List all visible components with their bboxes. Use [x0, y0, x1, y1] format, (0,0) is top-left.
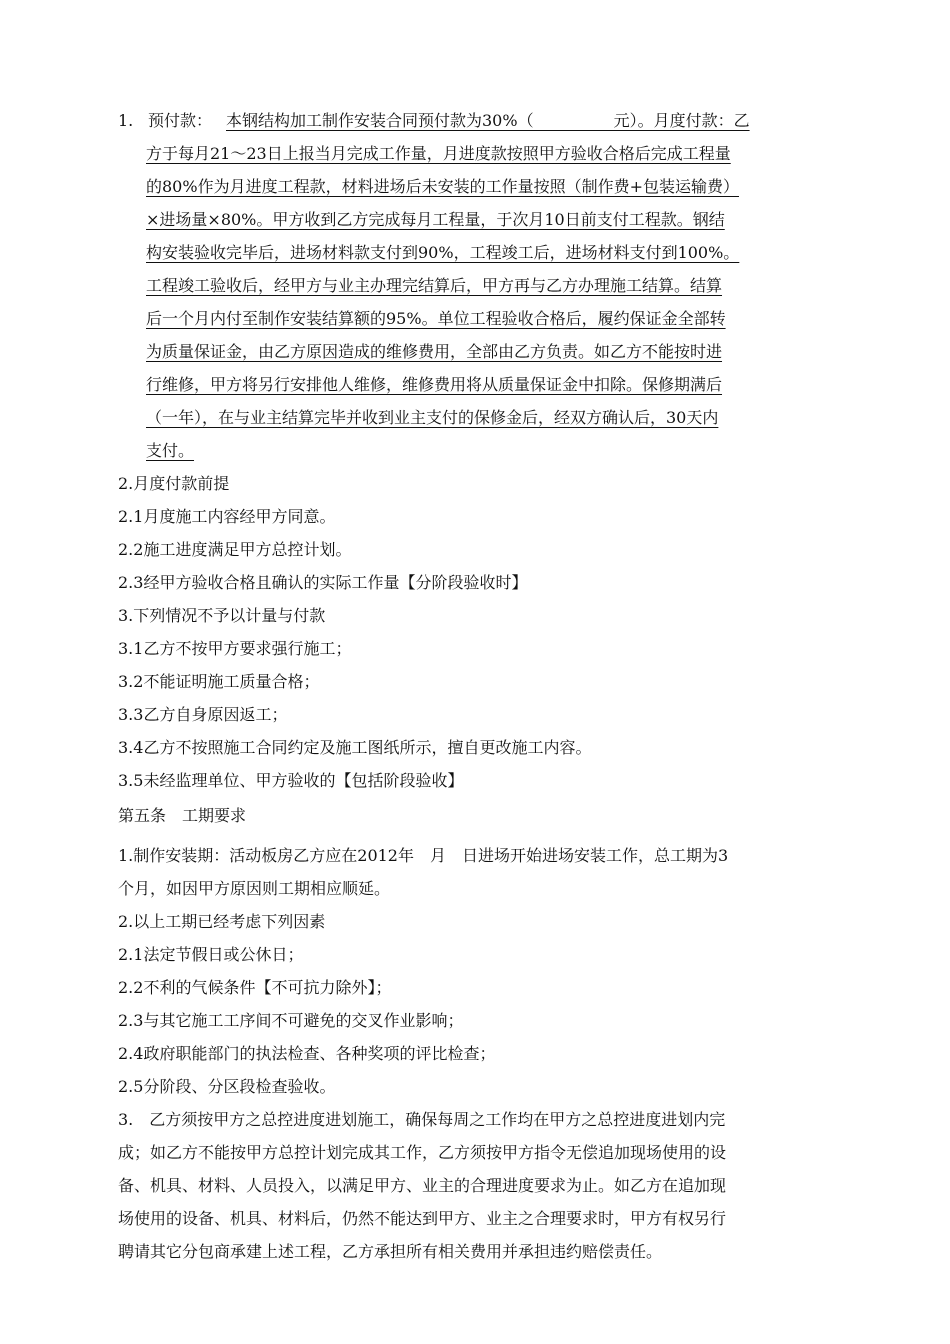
section-3-title: 3.下列情况不予以计量与付款 — [118, 606, 326, 625]
clause-line-4: ×进场量×80%。甲方收到乙方完成每月工程量，于次月10日前支付工程款。钢结 — [146, 210, 725, 229]
article-5-p2-item-2: 2.2不利的气候条件【不可抗力除外】； — [118, 978, 392, 997]
article-5-p2-item-1: 2.1法定节假日或公休日； — [118, 945, 304, 964]
section-2-title: 2.月度付款前提 — [118, 474, 230, 493]
article-5-p2-item-5: 2.5分阶段、分区段检查验收。 — [118, 1077, 336, 1096]
section-2-item-2: 2.2施工进度满足甲方总控计划。 — [118, 540, 352, 559]
clause-line-9: 行维修，甲方将另行安排他人维修，维修费用将从质量保证金中扣除。保修期满后 — [146, 375, 723, 394]
article-5-p3-line-1: 3. 乙方须按甲方之总控进度进划施工，确保每周之工作均在甲方之总控进度进划内完 — [118, 1110, 726, 1129]
article-5-p2-item-4: 2.4政府职能部门的执法检查、各种奖项的评比检查； — [118, 1044, 496, 1063]
section-3-item-2: 3.2不能证明施工质量合格； — [118, 672, 320, 691]
article-5-p1-line-2: 个月，如因甲方原因则工期相应顺延。 — [118, 879, 391, 898]
article-5-p2-title: 2.以上工期已经考虑下列因素 — [118, 912, 326, 931]
clause-line-8: 为质量保证金，由乙方原因造成的维修费用，全部由乙方负责。如乙方不能按时进 — [146, 342, 723, 361]
article-5-p2-item-3: 2.3与其它施工工序间不可避免的交叉作业影响； — [118, 1011, 464, 1030]
clause-line-3: 的80%作为月进度工程款，材料进场后未安装的工作量按照（制作费+包装运输费） — [146, 177, 739, 196]
clause-line-10: （一年），在与业主结算完毕并收到业主支付的保修金后，经双方确认后，30天内 — [146, 408, 719, 427]
article-5-p3-line-2: 成；如乙方不能按甲方总控计划完成其工作，乙方须按甲方指令无偿追加现场使用的设 — [118, 1143, 727, 1162]
clause-line-2: 方于每月21～23日上报当月完成工作量，月进度款按照甲方验收合格后完成工程量 — [146, 144, 731, 163]
section-3-item-1: 3.1乙方不按甲方要求强行施工； — [118, 639, 352, 658]
article-5-p3-line-4: 场使用的设备、机具、材料后，仍然不能达到甲方、业主之合理要求时，甲方有权另行 — [118, 1209, 727, 1228]
article-5-p1-line-1: 1.制作安装期：活动板房乙方应在2012年 月 日进场开始进场安装工作，总工期为3 — [118, 846, 729, 865]
clause-line-7: 后一个月内付至制作安装结算额的95%。单位工程验收合格后，履约保证金全部转 — [146, 309, 726, 328]
article-5-p3-line-5: 聘请其它分包商承建上述工程，乙方承担所有相关费用并承担违约赔偿责任。 — [118, 1242, 663, 1261]
clause-line-6: 工程竣工验收后，经甲方与业主办理完结算后，甲方再与乙方办理施工结算。结算 — [146, 276, 723, 295]
clause-line-1: 本钢结构加工制作安装合同预付款为30%（ 元）。月度付款：乙 — [226, 111, 750, 130]
article-5-p3-line-3: 备、机具、材料、人员投入，以满足甲方、业主的合理进度要求为止。如乙方在追加现 — [118, 1176, 727, 1195]
clause-number: 1. — [118, 111, 134, 130]
clause-line-5: 构安装验收完毕后，进场材料款支付到90%，工程竣工后，进场材料支付到100%。 — [146, 243, 740, 262]
clause-label: 预付款： — [148, 111, 213, 130]
section-2-item-3: 2.3经甲方验收合格且确认的实际工作量【分阶段验收时】 — [118, 573, 528, 592]
article-5-heading: 第五条 工期要求 — [118, 806, 247, 825]
section-2-item-1: 2.1月度施工内容经甲方同意。 — [118, 507, 336, 526]
section-3-item-3: 3.3乙方自身原因返工； — [118, 705, 288, 724]
section-3-item-5: 3.5未经监理单位、甲方验收的【包括阶段验收】 — [118, 771, 464, 790]
clause-line-11: 支付。 — [146, 441, 195, 460]
section-3-item-4: 3.4乙方不按照施工合同约定及施工图纸所示，擅自更改施工内容。 — [118, 738, 592, 757]
